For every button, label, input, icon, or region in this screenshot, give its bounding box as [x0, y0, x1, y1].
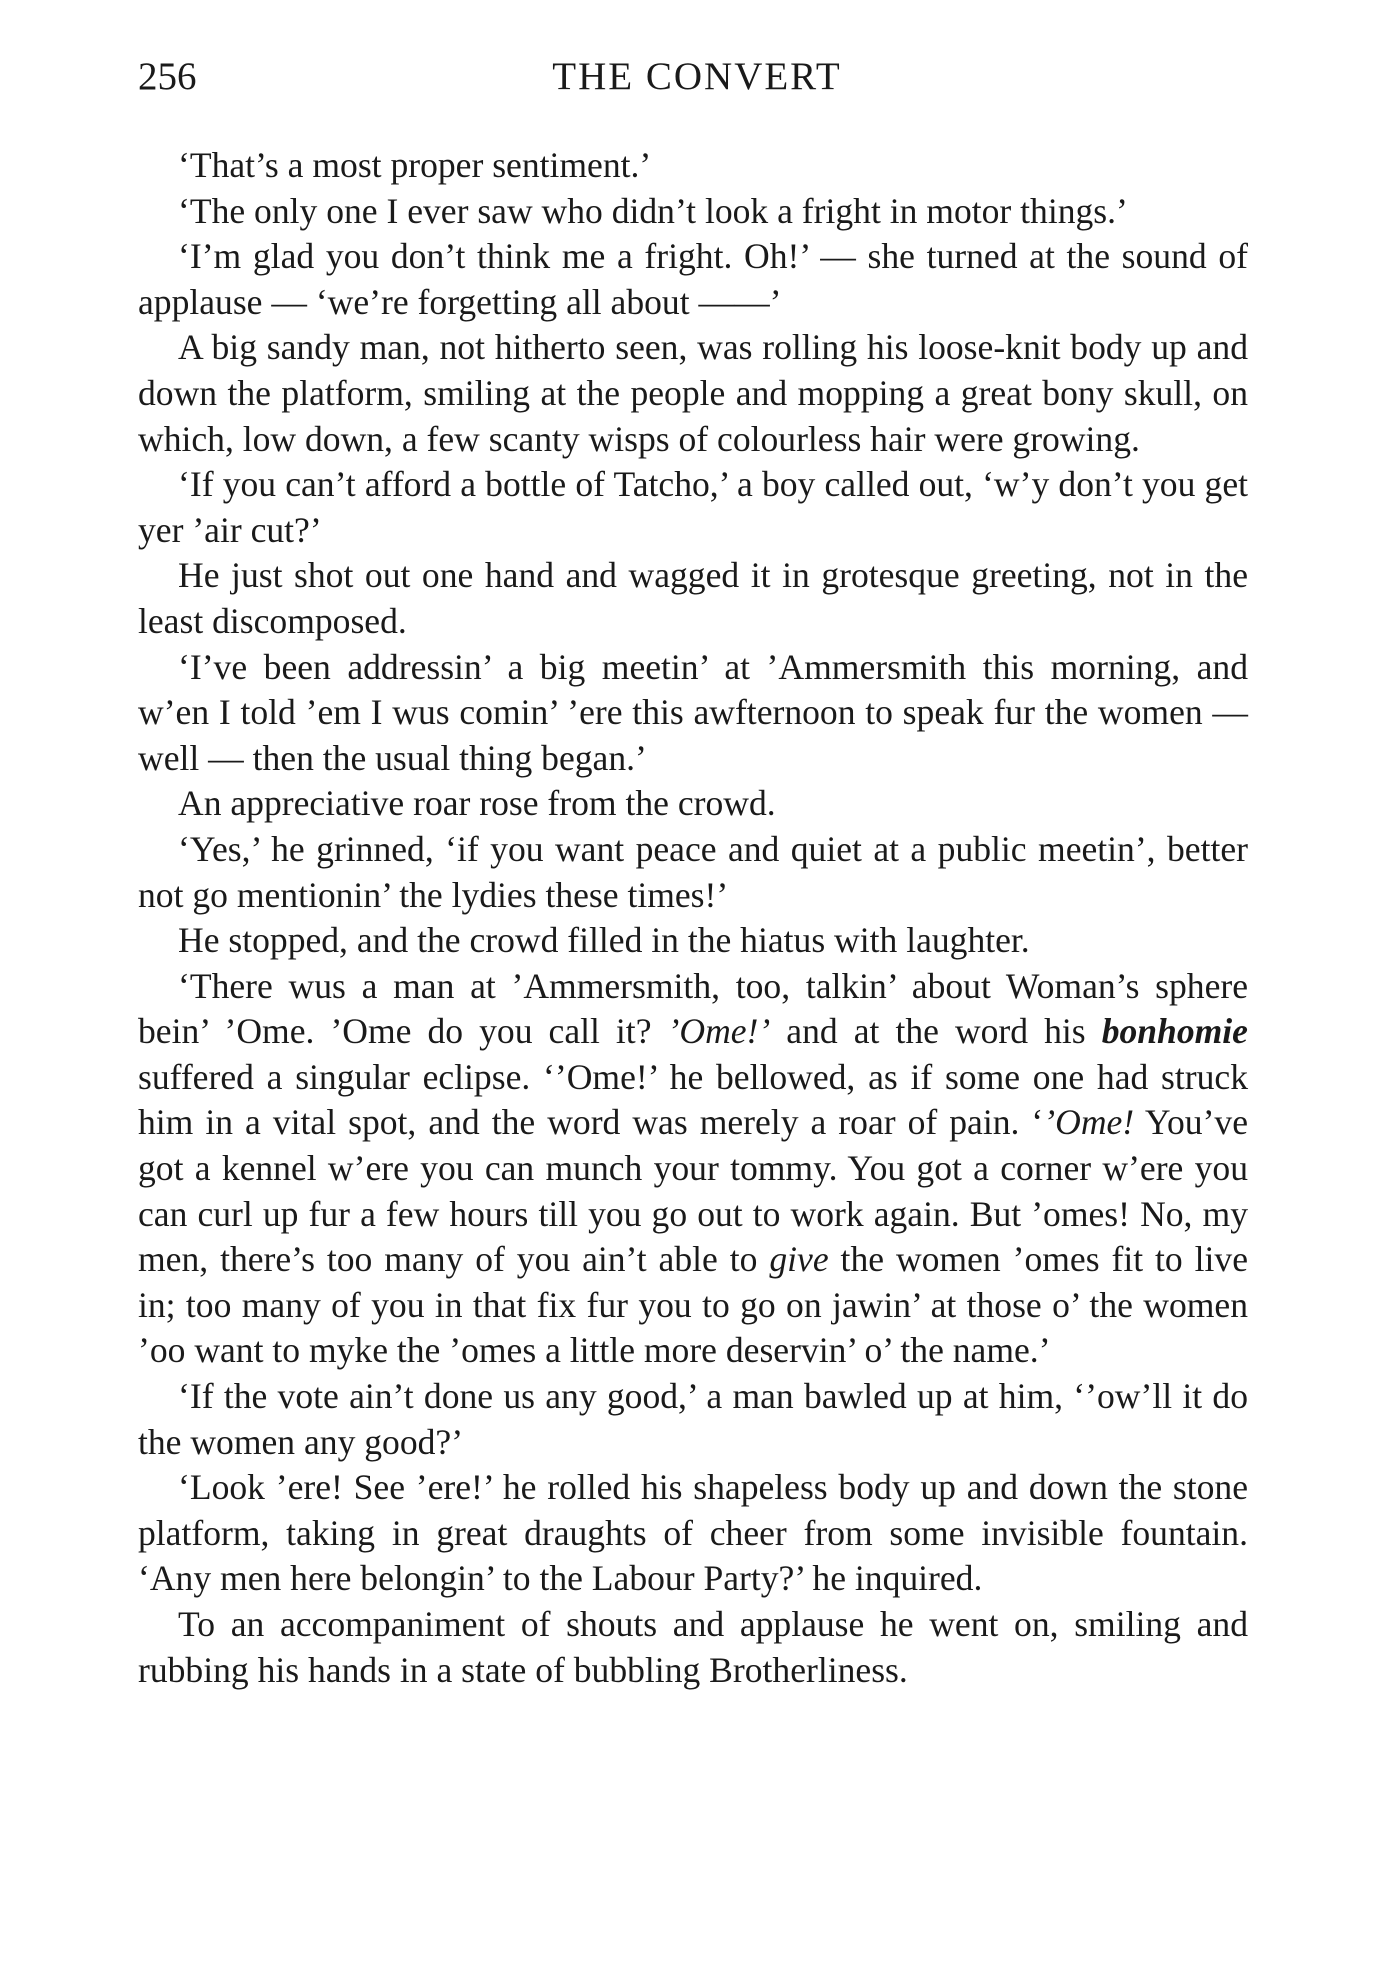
paragraph-text: A big sandy man, not hitherto seen, was rolling his loose-knit body up and down the platform, smiling at the people and mopping a great bony skull, on which, low down, a few scanty wisps of colourless hair were growing. — [138, 327, 1248, 459]
paragraph-text: ‘The only one I ever saw who didn’t look a fright in motor things.’ — [178, 190, 1128, 231]
paragraph — [138, 1465, 1248, 1602]
paragraph-text: ‘Yes,’ he grinned, ‘if you want peace and quiet at a public meetin’, better not go mentionin’ the lydies these times!’ — [138, 828, 1248, 915]
paragraph — [138, 189, 1248, 235]
paragraph — [138, 827, 1248, 918]
paragraph-text: ‘I’ve been addressin’ a big meetin’ at ’Ammersmith this morning, and w’en I told ’em I wus comin’ ’ere this awfternoon to speak fur the women — well — then the usual thing began.’ — [138, 646, 1248, 778]
emphasis-text: ’Ome! — [1043, 1102, 1135, 1143]
paragraph-text: To an accompaniment of shouts and applause he went on, smiling and rubbing his hands in a state of bubbling Brotherliness. — [138, 1604, 1248, 1690]
paragraph — [138, 781, 1248, 827]
running-head — [138, 52, 1248, 102]
page-number: 256 — [138, 55, 197, 98]
paragraph — [138, 325, 1248, 462]
paragraph — [138, 1602, 1248, 1693]
paragraph-text: ‘That’s a most proper sentiment.’ — [178, 145, 652, 185]
paragraph-text: ‘If you can’t afford a bottle of Tatcho,’ a boy called out, ‘w’y don’t you get yer ’air cut?’ — [138, 464, 1248, 550]
paragraph — [138, 1374, 1248, 1465]
paragraph-text: the women ’omes fit to live in; too many of you in that fix fur you to go on jawin’ at those o’ the women ’oo want to myke the ’omes a little more deservin’ o’ the name.’ — [138, 1239, 1248, 1371]
paragraph-text: An appreciative roar rose from the crowd. — [178, 783, 776, 824]
paragraph — [138, 143, 1248, 189]
paragraph — [138, 645, 1248, 782]
paragraph-text: ‘If the vote ain’t done us any good,’ a man bawled up at him, ‘’ow’ll it do the women any good?’ — [138, 1376, 1248, 1462]
paragraph-text: suffered a singular eclipse. ‘’Ome!’ he bellowed, as if some one had struck him in a vital spot, and the word was merely a roar of pain. ‘ — [138, 1056, 1248, 1143]
paragraph — [138, 918, 1248, 964]
body-text — [138, 143, 1248, 1693]
paragraph-text: and at the word his — [770, 1011, 1102, 1052]
paragraph — [138, 462, 1248, 553]
paragraph-text: He just shot out one hand and wagged it in grotesque greeting, not in the least discomposed. — [138, 555, 1248, 641]
paragraph — [138, 553, 1248, 644]
running-title: THE CONVERT — [552, 55, 842, 98]
paragraph-text: ‘There wus a man at ’Ammersmith, too, talkin’ about Woman’s sphere bein’ ’Ome. ’Ome do you call it? — [138, 965, 1248, 1052]
emphasis-text: ’Ome!’ — [667, 1011, 771, 1052]
paragraph-text: He stopped, and the crowd filled in the hiatus with laughter. — [178, 920, 1030, 961]
paragraph — [138, 234, 1248, 325]
paragraph-text: ‘I’m glad you don’t think me a fright. Oh!’ — she turned at the sound of applause — ‘we’re forgetting all about ——’ — [138, 236, 1248, 322]
emphasis-text: give — [769, 1239, 829, 1280]
paragraph-text: You’ve got a kennel w’ere you can munch your tommy. You got a corner w’ere you can curl up fur a few hours till you go out to work again. But ’omes! No, my men, there’s too many of you ain’t able to — [138, 1102, 1248, 1280]
paragraph — [138, 964, 1248, 1374]
emphasis-text: bonhomie — [1101, 1011, 1248, 1052]
paragraph-text: ‘Look ’ere! See ’ere!’ he rolled his shapeless body up and down the stone platform, taking in great draughts of cheer from some invisible fountain. ‘Any men here belongin’ to the Labour Party?’ he inquired. — [138, 1467, 1248, 1599]
